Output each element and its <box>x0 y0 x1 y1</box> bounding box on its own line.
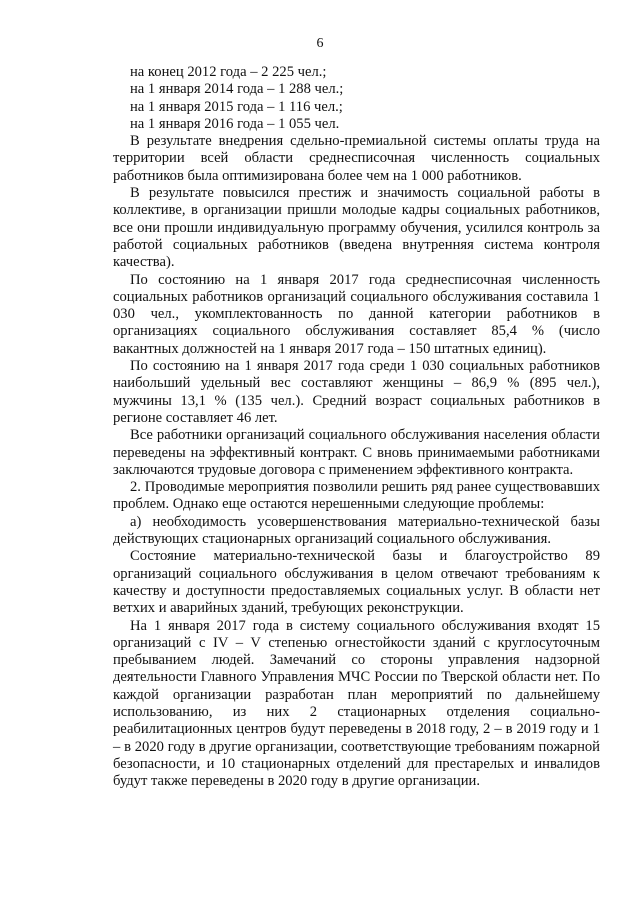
paragraph: Все работники организаций социального обслуживания населения области переведены на эффективный контракт. С вновь принимаемыми работниками заключаются трудовые договора с применением эффективного контракта. <box>113 427 600 478</box>
list-item: на 1 января 2015 года – 1 116 чел.; <box>130 98 343 115</box>
paragraph: В результате внедрения сдельно-премиальной системы оплаты труда на территории всей области среднесписочная численность социальных работников была оптимизирована более чем на 1 000 работников. <box>113 133 600 184</box>
list-item: на 1 января 2014 года – 1 288 чел.; <box>130 81 344 98</box>
list-item: на 1 января 2016 года – 1 055 чел. <box>130 115 340 132</box>
list-item: на конец 2012 года – 2 225 чел.; <box>130 64 327 80</box>
document-body <box>113 64 600 790</box>
paragraph: В результате повысился престиж и значимость социальной работы в коллективе, в организации пришли молодые кадры социальных работников, все они прошли индивидуальную программу обучения, усилился контроль за работой социальных работников (введена внутренняя система контроля качества). <box>113 185 600 271</box>
page-number: 6 <box>316 36 324 51</box>
paragraph: По состоянию на 1 января 2017 года среди 1 030 социальных работников наибольший удельный вес составляют женщины – 86,9 % (895 чел.), мужчины 13,1 % (135 чел.). Средний возраст социальных работников в регионе составляет 46 лет. <box>113 358 600 426</box>
paragraph: На 1 января 2017 года в систему социального обслуживания входят 15 организаций с IV – V степенью огнестойкости зданий с круглосуточным пребыванием людей. Замечаний со стороны управления надзорной деятельности Главного Управления МЧС России по Тверской области нет. По каждой организации разработан план мероприятий по дальнейшему использованию, из них 2 стационарных отделения социально-реабилитационных центров будут переведены в 2018 году, 2 – в 2019 году и 1 – в 2020 году в другие организации, соответствующие требованиям пожарной безопасности, и 10 стационарных отделений для престарелых и инвалидов будут также переведены в 2020 году в другие организации. <box>113 617 600 790</box>
paragraph: а) необходимость усовершенствования материально-технической базы действующих стационарных организаций социального обслуживания. <box>113 513 600 548</box>
paragraph: 2. Проводимые мероприятия позволили решить ряд ранее существовавших проблем. Однако еще остаются нерешенными следующие проблемы: <box>113 479 600 513</box>
paragraph: По состоянию на 1 января 2017 года среднесписочная численность социальных работников организаций социального обслуживания составила 1 030 чел., укомплектованность по данной категории работников в организациях социального обслуживания составляет 85,4 % (число вакантных должностей на 1 января 2017 года – 150 штатных единиц). <box>113 271 600 357</box>
paragraph: Состояние материально-технической базы и благоустройство 89 организаций социального обслуживания в целом отвечают требованиям к качеству и доступности предоставляемых социальных услуг. В области нет ветхих и аварийных зданий, требующих реконструкции. <box>113 548 600 617</box>
